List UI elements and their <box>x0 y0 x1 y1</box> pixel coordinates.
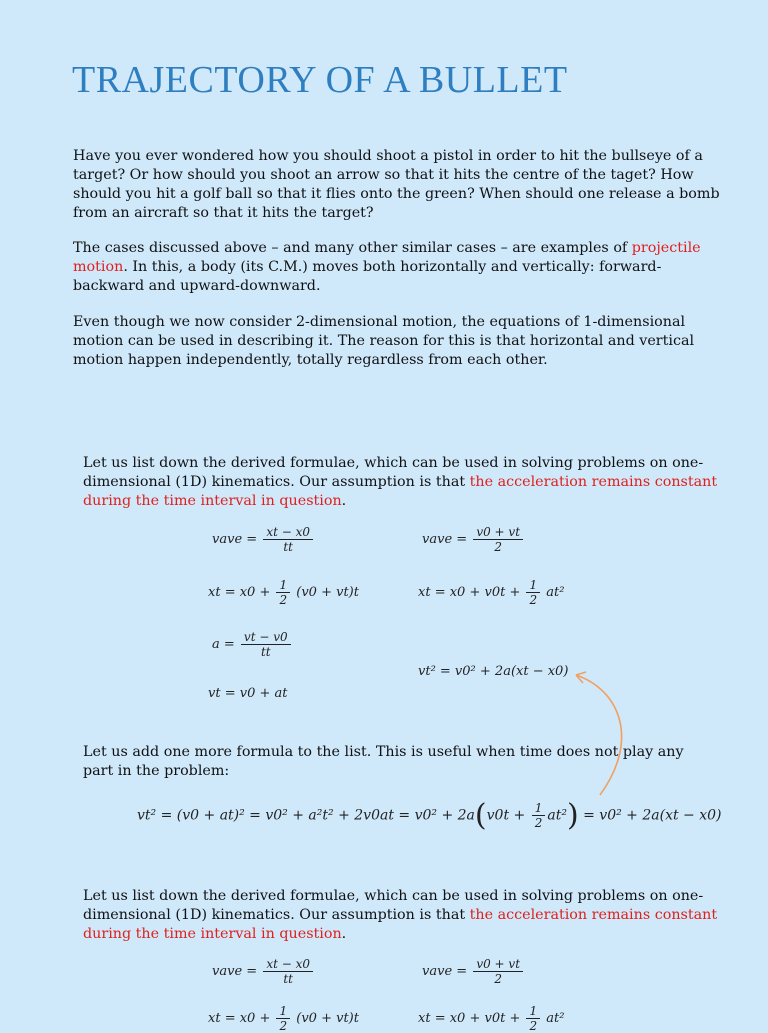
section3-highlight: the acceleration remains constant during the time interval in question <box>83 907 718 942</box>
p2-text-after: . In this, a body (its C.M.) moves both horizontally and vertically: forward-backward and upward-downward. <box>73 259 662 294</box>
projectile-motion-highlight: projectile motion <box>73 240 701 275</box>
formula-vave-2: vave = $\frac{v0 + vt}{2}$ <box>422 525 525 554</box>
intro-paragraph-1: Have you ever wondered how you should shoot a pistol in order to hit the bullseye of a target? Or how should you shoot an arrow so that it hits the centre of the taget? How should you hit a golf ball so that it flies onto the green? When should one release a bomb from an aircraft so that it hits the target? <box>73 148 720 221</box>
formula-x-1-repeat: xt = x0 + $\frac{1}{2}$ (v0 + vt)t <box>208 1004 359 1033</box>
formula-vave-2-repeat: vave = $\frac{v0 + vt}{2}$ <box>422 957 525 986</box>
formula-derivation: vt² = (v0 + at)² = v0² + a²t² + 2v0at = v0² + 2a(v0t + $\frac{1}{2}$ at²) = v0² + 2a(xt − x0) <box>137 798 722 833</box>
page-title: TRAJECTORY OF A BULLET <box>72 59 568 101</box>
section1-text-before: Let us list down the derived formulae, which can be used in solving problems on one-dimensional (1D) kinematics. Our assumption is that <box>83 455 704 490</box>
formula-v-squared: vt² = v0² + 2a(xt − x0) <box>418 664 569 679</box>
formula-vave-1: vave = $\frac{xt - x0}{tt}$ <box>212 525 315 554</box>
formula-vave-1-repeat: vave = $\frac{xt - x0}{tt}$ <box>212 957 315 986</box>
section3-text-before: Let us list down the derived formulae, which can be used in solving problems on one-dimensional (1D) kinematics. Our assumption is that <box>83 888 704 923</box>
p2-text-before: The cases discussed above – and many other similar cases – are examples of <box>73 240 632 256</box>
section3-text-after: . <box>341 926 347 942</box>
formula-x-2-repeat: xt = x0 + v0t + $\frac{1}{2}$ at² <box>418 1004 565 1033</box>
formula-a: a = $\frac{vt - v0}{tt}$ <box>212 630 293 659</box>
section1-text-after: . <box>341 493 347 509</box>
formula-x-2: xt = x0 + v0t + $\frac{1}{2}$ at² <box>418 578 565 607</box>
section1-highlight: the acceleration remains constant during the time interval in question <box>83 474 718 509</box>
intro-paragraph-3: Even though we now consider 2-dimensional motion, the equations of 1-dimensional motion can be used in describing it. The reason for this is that horizontal and vertical motion happen independently, totally regardless from each other. <box>73 314 695 368</box>
formula-vt: vt = v0 + at <box>208 686 288 701</box>
section3-paragraph <box>83 887 723 944</box>
formula-x-1: xt = x0 + $\frac{1}{2}$ (v0 + vt)t <box>208 578 359 607</box>
section2-paragraph: Let us add one more formula to the list. This is useful when time does not play any part in the problem: <box>83 744 684 779</box>
